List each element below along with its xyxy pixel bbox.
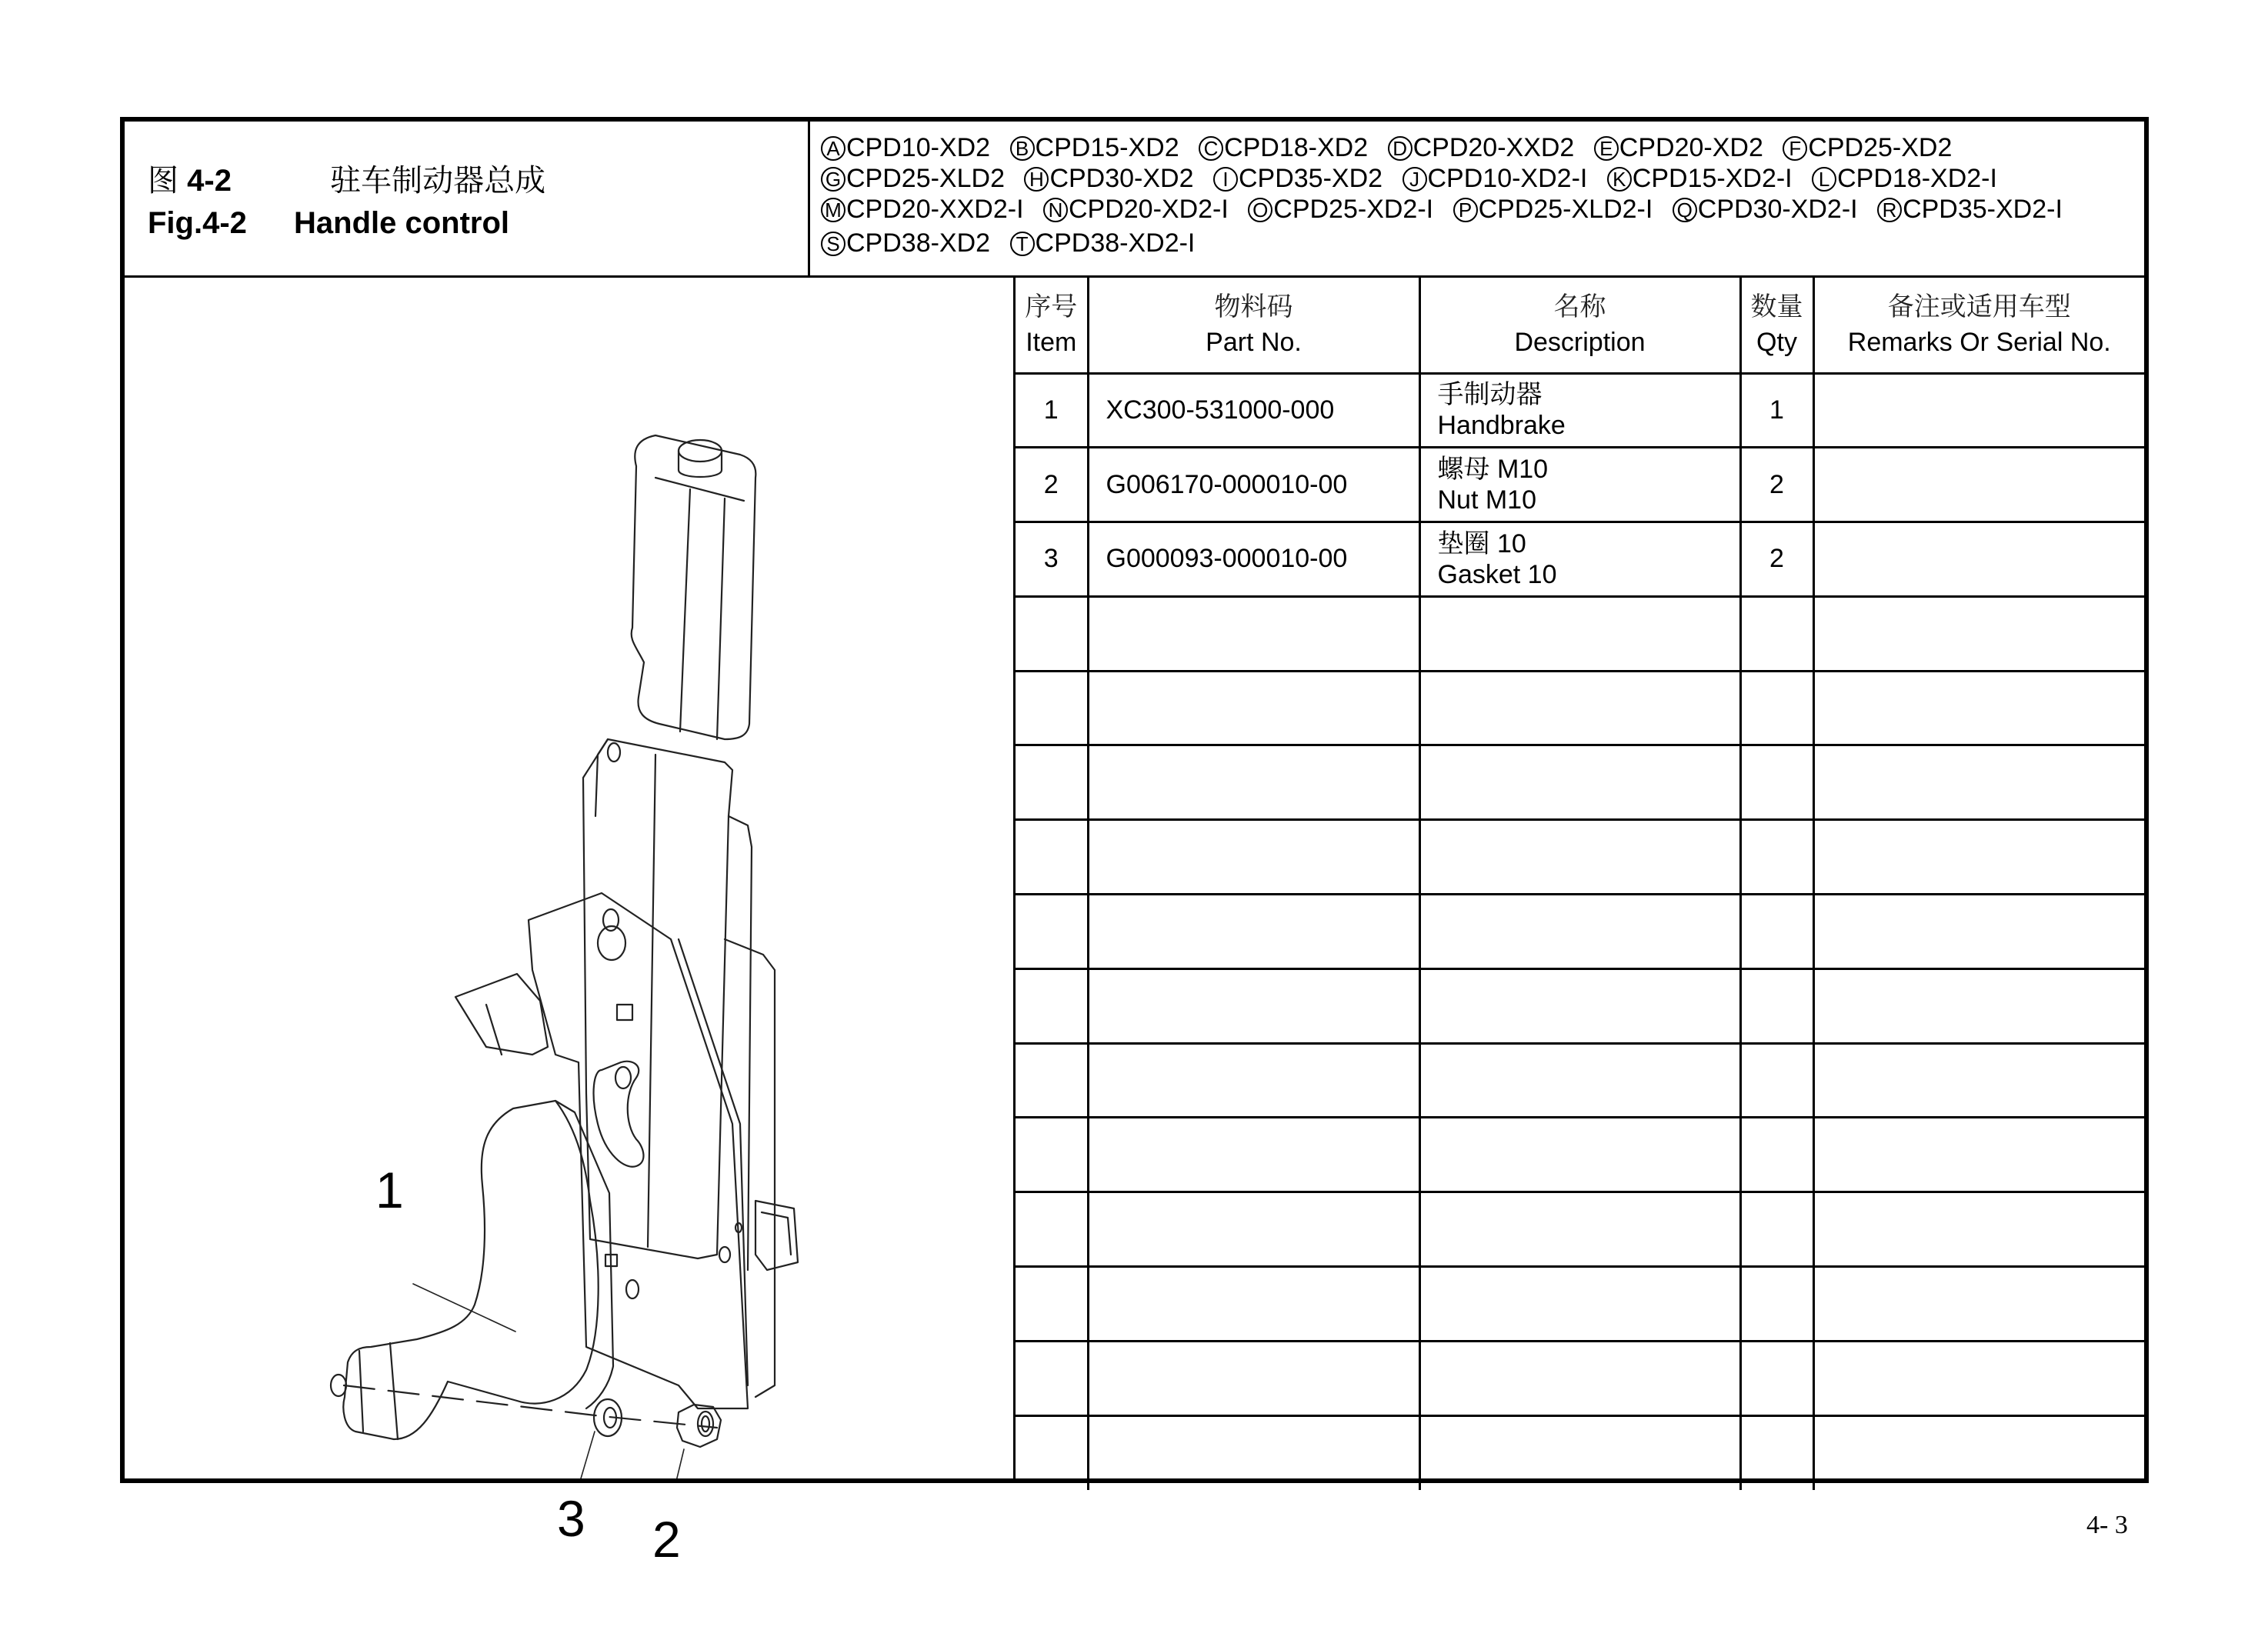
models-line-4	[821, 228, 2144, 258]
model-k: K CPD15-XD2-I	[1607, 163, 1793, 194]
table-row-empty	[1016, 671, 2144, 745]
circled-letter-icon: O	[1248, 198, 1272, 222]
empty-cell	[1016, 1043, 1088, 1118]
table-row-empty	[1016, 1192, 2144, 1267]
empty-cell	[1088, 671, 1419, 745]
model-q: Q CPD30-XD2-I	[1673, 194, 1858, 225]
model-n: N CPD20-XD2-I	[1043, 194, 1229, 225]
column-header-description: 名称 Description	[1419, 278, 1740, 373]
model-l: L CPD18-XD2-I	[1812, 163, 1997, 194]
description-cell: 手制动器 Handbrake	[1419, 373, 1740, 448]
handbrake-assembly-drawing	[125, 278, 1013, 1478]
models-line-3	[821, 194, 2144, 225]
empty-cell	[1419, 1118, 1740, 1192]
empty-cell	[1813, 1043, 2144, 1118]
empty-cell	[1813, 895, 2144, 969]
empty-cell	[1088, 1192, 1419, 1267]
empty-cell	[1088, 1118, 1419, 1192]
models-line-2	[821, 163, 2144, 194]
empty-cell	[1740, 1118, 1813, 1192]
remarks-cell	[1813, 448, 2144, 522]
empty-cell	[1419, 1192, 1740, 1267]
item-cell: 2	[1016, 448, 1088, 522]
pawl-bracket-icon	[455, 974, 548, 1055]
circled-letter-icon: J	[1402, 167, 1427, 192]
empty-cell	[1740, 895, 1813, 969]
empty-cell	[1419, 671, 1740, 745]
model-b: B CPD15-XD2	[1010, 132, 1179, 163]
circled-letter-icon: C	[1199, 136, 1223, 161]
callout-3: 3	[557, 1490, 585, 1547]
empty-cell	[1740, 968, 1813, 1043]
table-header-row	[1016, 278, 2144, 373]
model-e: E CPD20-XD2	[1594, 132, 1763, 163]
circled-letter-icon: T	[1010, 232, 1035, 256]
empty-cell	[1016, 1192, 1088, 1267]
table-row	[1016, 373, 2144, 448]
item-cell: 1	[1016, 373, 1088, 448]
part-number-cell: G006170-000010-00	[1088, 448, 1419, 522]
column-header-qty: 数量 Qty	[1740, 278, 1813, 373]
empty-cell	[1740, 596, 1813, 671]
circled-letter-icon: G	[821, 167, 845, 192]
table-row	[1016, 522, 2144, 597]
empty-cell	[1088, 596, 1419, 671]
empty-cell	[1813, 1267, 2144, 1342]
model-d: D CPD20-XXD2	[1388, 132, 1575, 163]
circled-letter-icon: D	[1388, 136, 1412, 161]
empty-cell	[1813, 1415, 2144, 1490]
figure-header	[125, 122, 2144, 278]
leader-line-3	[569, 1432, 595, 1478]
empty-cell	[1016, 745, 1088, 820]
table-row-empty	[1016, 820, 2144, 895]
figure-title-english	[148, 206, 509, 241]
column-header-part-no: 物料码 Part No.	[1088, 278, 1419, 373]
model-m: M CPD20-XXD2-I	[821, 194, 1024, 225]
qty-cell: 2	[1740, 522, 1813, 597]
empty-cell	[1088, 968, 1419, 1043]
circled-letter-icon: M	[821, 198, 845, 222]
empty-cell	[1419, 820, 1740, 895]
remarks-cell	[1813, 373, 2144, 448]
empty-cell	[1740, 1192, 1813, 1267]
model-j: J CPD10-XD2-I	[1402, 163, 1588, 194]
table-row	[1016, 448, 2144, 522]
model-t: T CPD38-XD2-I	[1010, 228, 1196, 258]
circled-letter-icon: I	[1213, 167, 1238, 192]
empty-cell	[1813, 671, 2144, 745]
circled-letter-icon: S	[821, 232, 845, 256]
empty-cell	[1419, 1267, 1740, 1342]
table-row-empty	[1016, 596, 2144, 671]
empty-cell	[1419, 1043, 1740, 1118]
empty-cell	[1088, 1415, 1419, 1490]
empty-cell	[1419, 745, 1740, 820]
model-h: H CPD30-XD2	[1024, 163, 1193, 194]
circled-letter-icon: F	[1783, 136, 1807, 161]
table-row-empty	[1016, 1415, 2144, 1490]
circled-letter-icon: R	[1877, 198, 1902, 222]
empty-cell	[1740, 745, 1813, 820]
item-cell: 3	[1016, 522, 1088, 597]
table-row-empty	[1016, 1118, 2144, 1192]
empty-cell	[1419, 1341, 1740, 1415]
figure-prefix-cn: 图	[148, 164, 178, 198]
models-line-1	[821, 132, 2144, 163]
empty-cell	[1016, 1118, 1088, 1192]
model-r: R CPD35-XD2-I	[1877, 194, 2063, 225]
figure-title-chinese	[148, 156, 545, 200]
empty-cell	[1419, 596, 1740, 671]
circled-letter-icon: A	[821, 136, 845, 161]
empty-cell	[1740, 671, 1813, 745]
empty-cell	[1813, 1192, 2144, 1267]
empty-cell	[1813, 968, 2144, 1043]
figure-title-block	[125, 122, 810, 275]
empty-cell	[1813, 1341, 2144, 1415]
description-cell: 螺母 M10 Nut M10	[1419, 448, 1740, 522]
empty-cell	[1088, 1267, 1419, 1342]
model-f: F CPD25-XD2	[1783, 132, 1952, 163]
empty-cell	[1740, 820, 1813, 895]
model-o: O CPD25-XD2-I	[1248, 194, 1433, 225]
figure-label-en: Handle control	[294, 206, 510, 240]
part-number-cell: XC300-531000-000	[1088, 373, 1419, 448]
empty-cell	[1419, 895, 1740, 969]
circled-letter-icon: L	[1812, 167, 1836, 192]
empty-cell	[1740, 1415, 1813, 1490]
circled-letter-icon: P	[1453, 198, 1478, 222]
table-row-empty	[1016, 745, 2144, 820]
empty-cell	[1813, 745, 2144, 820]
callout-2: 2	[652, 1511, 681, 1568]
table-row-empty	[1016, 1341, 2144, 1415]
handle-grip-icon	[632, 435, 756, 739]
column-header-remarks: 备注或适用车型 Remarks Or Serial No.	[1813, 278, 2144, 373]
qty-cell: 1	[1740, 373, 1813, 448]
empty-cell	[1016, 1341, 1088, 1415]
empty-cell	[1016, 895, 1088, 969]
model-g: G CPD25-XLD2	[821, 163, 1005, 194]
empty-cell	[1016, 968, 1088, 1043]
leader-line-1	[413, 1284, 515, 1332]
empty-cell	[1419, 968, 1740, 1043]
empty-cell	[1088, 895, 1419, 969]
circled-letter-icon: B	[1010, 136, 1035, 161]
figure-label-cn: 驻车制动器总成	[330, 164, 546, 198]
page-number: 4- 3	[2086, 1511, 2128, 1539]
circled-letter-icon: Q	[1673, 198, 1697, 222]
table-row-empty	[1016, 968, 2144, 1043]
empty-cell	[1016, 671, 1088, 745]
model-s: S CPD38-XD2	[821, 228, 990, 258]
empty-cell	[1813, 596, 2144, 671]
part-number-cell: G000093-000010-00	[1088, 522, 1419, 597]
description-cell: 垫圈 10 Gasket 10	[1419, 522, 1740, 597]
figure-number-cn: 4-2	[187, 164, 232, 198]
empty-cell	[1088, 1043, 1419, 1118]
table-row-empty	[1016, 895, 2144, 969]
empty-cell	[1813, 820, 2144, 895]
empty-cell	[1740, 1267, 1813, 1342]
applicable-models	[810, 122, 2144, 275]
empty-cell	[1088, 745, 1419, 820]
table-row-empty	[1016, 1043, 2144, 1118]
table-row-empty	[1016, 1267, 2144, 1342]
leader-line-2	[663, 1449, 684, 1478]
circled-letter-icon: K	[1607, 167, 1632, 192]
empty-cell	[1016, 820, 1088, 895]
callout-1: 1	[375, 1162, 404, 1218]
model-a: A CPD10-XD2	[821, 132, 990, 163]
empty-cell	[1016, 1267, 1088, 1342]
model-c: C CPD18-XD2	[1199, 132, 1368, 163]
model-p: P CPD25-XLD2-I	[1453, 194, 1653, 225]
circled-letter-icon: H	[1024, 167, 1049, 192]
parts-list-table	[1016, 278, 2144, 1478]
empty-cell	[1016, 596, 1088, 671]
empty-cell	[1088, 820, 1419, 895]
model-i: I CPD35-XD2	[1213, 163, 1382, 194]
empty-cell	[1419, 1415, 1740, 1490]
exploded-view-drawing	[125, 278, 1016, 1568]
empty-cell	[1740, 1043, 1813, 1118]
circled-letter-icon: E	[1594, 136, 1619, 161]
empty-cell	[1813, 1118, 2144, 1192]
assembly-axis-line	[344, 1385, 717, 1428]
column-header-item: 序号 Item	[1016, 278, 1088, 373]
circled-letter-icon: N	[1043, 198, 1068, 222]
remarks-cell	[1813, 522, 2144, 597]
switch-box-icon	[755, 1201, 798, 1270]
empty-cell	[1088, 1341, 1419, 1415]
empty-cell	[1740, 1341, 1813, 1415]
figure-number-en: Fig.4-2	[148, 206, 247, 240]
qty-cell: 2	[1740, 448, 1813, 522]
empty-cell	[1016, 1415, 1088, 1490]
